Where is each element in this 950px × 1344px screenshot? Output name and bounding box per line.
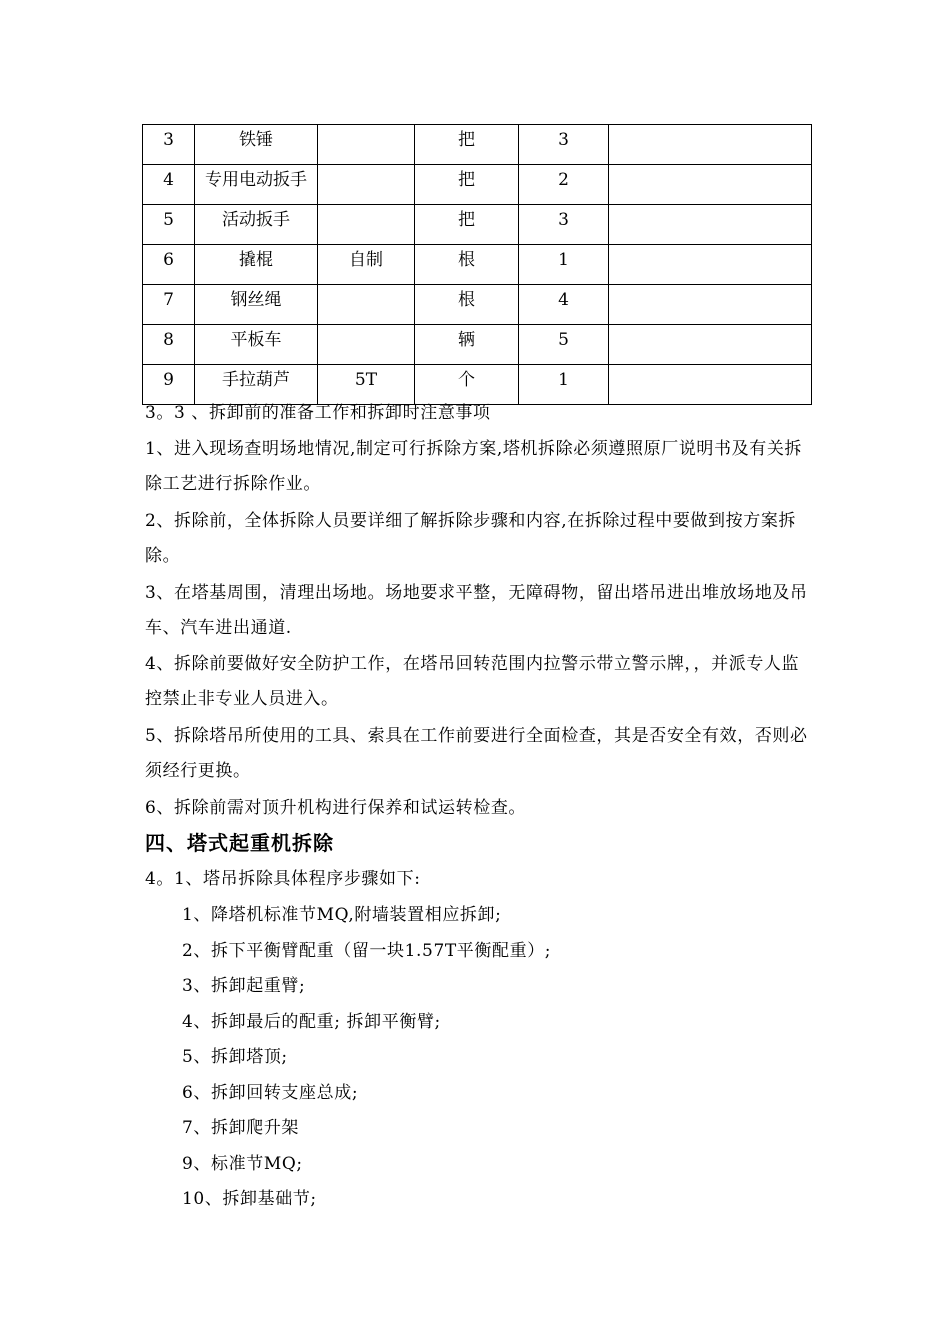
cell-spec <box>318 285 415 325</box>
cell-note <box>609 325 812 365</box>
table-row <box>143 205 812 245</box>
cell-no: 3 <box>143 125 195 165</box>
list-item: 10、拆卸基础节; <box>182 1189 317 1209</box>
cell-name: 手拉葫芦 <box>195 365 318 405</box>
paragraph-item-6: 6、拆除前需对顶升机构进行保养和试运转检查。 <box>145 798 527 818</box>
cell-note <box>609 165 812 205</box>
cell-no: 5 <box>143 205 195 245</box>
table-row <box>143 125 812 165</box>
section-4-intro: 4。1、塔吊拆除具体程序步骤如下: <box>145 869 421 889</box>
cell-unit: 根 <box>415 245 519 285</box>
cell-spec <box>318 325 415 365</box>
cell-name: 平板车 <box>195 325 318 365</box>
table-row <box>143 325 812 365</box>
list-item: 2、拆下平衡臂配重（留一块1.57T平衡配重）; <box>182 940 552 961</box>
cell-unit: 根 <box>415 285 519 325</box>
cell-spec: 自制 <box>318 245 415 285</box>
cell-note <box>609 125 812 165</box>
table-row <box>143 165 812 205</box>
paragraph-item-1: 1、进入现场查明场地情况,制定可行拆除方案,塔机拆除必须遵照原厂说明书及有关拆除工艺进行拆除作业。 <box>145 439 803 494</box>
cell-no: 7 <box>143 285 195 325</box>
list-item: 3、拆卸起重臂; <box>182 976 306 996</box>
cell-name: 撬棍 <box>195 245 318 285</box>
cell-name: 专用电动扳手 <box>195 165 318 205</box>
list-item: 1、降塔机标准节MQ,附墙装置相应拆卸; <box>182 905 502 925</box>
cell-name: 钢丝绳 <box>195 285 318 325</box>
cell-note <box>609 245 812 285</box>
cell-no: 4 <box>143 165 195 205</box>
cell-unit: 个 <box>415 365 519 405</box>
cell-name: 活动扳手 <box>195 205 318 245</box>
cell-no: 9 <box>143 365 195 405</box>
section-4-heading: 四、塔式起重机拆除 <box>145 831 334 855</box>
table-row <box>143 285 812 325</box>
cell-unit: 把 <box>415 205 519 245</box>
paragraph-item-3: 3、在塔基周围，清理出场地。场地要求平整，无障碍物，留出塔吊进出堆放场地及吊车、汽车进出通道. <box>145 583 808 638</box>
cell-note <box>609 205 812 245</box>
cell-spec <box>318 165 415 205</box>
cell-spec <box>318 205 415 245</box>
cell-qty: 3 <box>519 205 609 245</box>
paragraph-item-5: 5、拆除塔吊所使用的工具、索具在工作前要进行全面检查，其是否安全有效，否则必须经行更换。 <box>145 726 808 781</box>
tools-table <box>142 124 812 405</box>
cell-unit: 辆 <box>415 325 519 365</box>
list-item: 6、拆卸回转支座总成; <box>182 1082 359 1103</box>
cell-note <box>609 285 812 325</box>
paragraph-item-4: 4、拆除前要做好安全防护工作，在塔吊回转范围内拉警示带立警示牌，，并派专人监控禁止非专业人员进入。 <box>145 654 800 709</box>
cell-name: 铁锤 <box>195 125 318 165</box>
cell-qty: 2 <box>519 165 609 205</box>
cell-qty: 1 <box>519 365 609 405</box>
section-3-3-title: 3。3 、拆卸前的准备工作和拆卸时注意事项 <box>145 403 491 423</box>
list-item: 5、拆卸塔顶; <box>182 1047 288 1067</box>
cell-unit: 把 <box>415 165 519 205</box>
cell-qty: 1 <box>519 245 609 285</box>
cell-no: 6 <box>143 245 195 285</box>
cell-qty: 5 <box>519 325 609 365</box>
table-row <box>143 245 812 285</box>
list-item: 4、拆卸最后的配重; 拆卸平衡臂; <box>182 1011 441 1032</box>
cell-qty: 4 <box>519 285 609 325</box>
list-item: 7、拆卸爬升架 <box>182 1118 300 1138</box>
cell-qty: 3 <box>519 125 609 165</box>
cell-no: 8 <box>143 325 195 365</box>
cell-unit: 把 <box>415 125 519 165</box>
steps-list <box>182 898 551 1218</box>
cell-spec: 5T <box>318 365 415 405</box>
cell-spec <box>318 125 415 165</box>
paragraph-item-2: 2、拆除前，全体拆除人员要详细了解拆除步骤和内容,在拆除过程中要做到按方案拆除。 <box>145 511 797 566</box>
list-item: 9、标准节MQ; <box>182 1153 303 1174</box>
